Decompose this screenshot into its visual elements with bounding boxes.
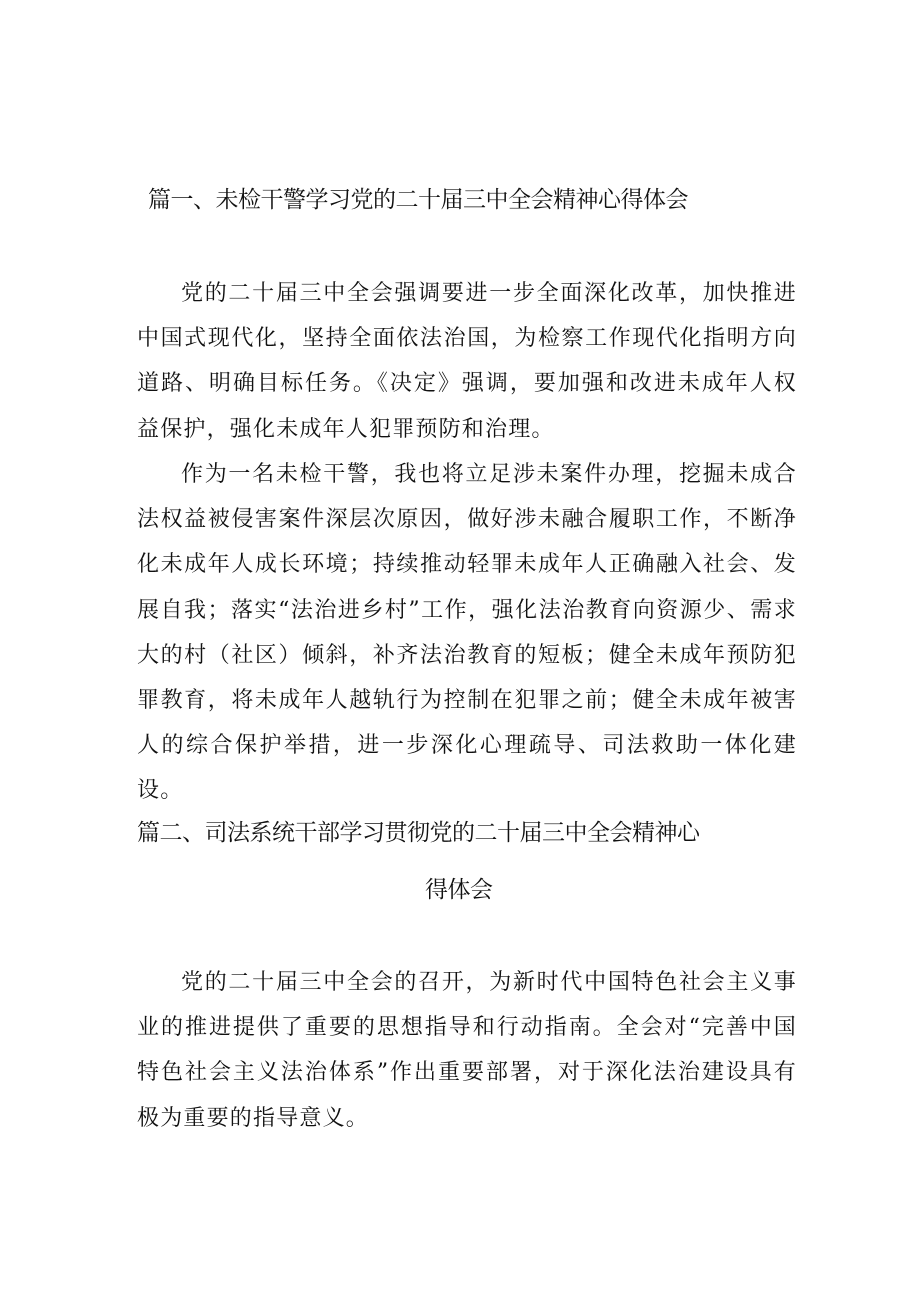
section2-title-line1: 篇二、司法系统干部学习贯彻党的二十届三中全会精神心: [137, 820, 700, 846]
section2-title-line2: 得体会: [425, 877, 493, 903]
section1-paragraph-2: 作为一名未检干警，我也将立足涉未案件办理，挖掘未成合法权益被侵害案件深层次原因，做好涉未融合履职工作，不断净化未成年人成长环境；持续推动轻罪未成年人正确融入社会、发展自我；落实“法治进乡村”工作，强化法治教育向资源少、需求大的村（社区）倾斜，补齐法治教育的短板；健全未成年预防犯罪教育，将未成年人越轨行为控制在犯罪之前；健全未成年被害人的综合保护举措，进一步深化心理疏导、司法救助一体化建设。: [137, 462, 797, 804]
section1-title: 篇一、未检干警学习党的二十届三中全会精神心得体会: [148, 187, 688, 213]
section2-paragraph-1: 党的二十届三中全会的召开，为新时代中国特色社会主义事业的推进提供了重要的思想指导和行动指南。全会对“完善中国特色社会主义法治体系”作出重要部署，对于深化法治建设具有极为重要的指导意义。: [137, 970, 797, 1131]
section1-paragraph-1: 党的二十届三中全会强调要进一步全面深化改革，加快推进中国式现代化，坚持全面依法治国，为检察工作现代化指明方向道路、明确目标任务。《决定》强调，要加强和改进未成年人权益保护，强化未成年人犯罪预防和治理。: [137, 281, 797, 442]
